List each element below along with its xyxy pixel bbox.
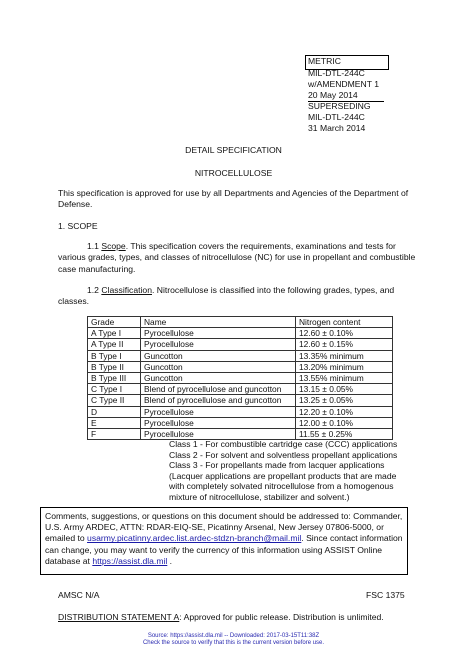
table-row bbox=[88, 406, 393, 417]
class-3: Class 3 - For propellants made from lacquer applications bbox=[169, 460, 385, 471]
table-cell: B Type II bbox=[88, 361, 141, 372]
table-cell: Pyrocellulose bbox=[141, 429, 296, 440]
table-cell: 12.60 ± 0.15% bbox=[296, 339, 393, 350]
table-cell: F bbox=[88, 429, 141, 440]
comments-box: Comments, suggestions, or questions on this document should be addressed to: Commander, U.S. Army ARDEC, ATTN: RDAR-EIQ-SE, Picatinny Arsenal, New Jersey 07806-5000, or emailed to usarmy.picatinny.ardec.list.ardec-stdzn-branch@mail.mil. Since contact information can change, you may want to verify the currency of this information using ASSIST Online database at https://assist.dla.mil . bbox=[40, 507, 408, 575]
distribution-statement: DISTRIBUTION STATEMENT A: Approved for public release. Distribution is unlimited. bbox=[58, 612, 384, 622]
table-cell: 12.20 ± 0.10% bbox=[296, 406, 393, 417]
table-row bbox=[88, 417, 393, 428]
header-amendment: w/AMENDMENT 1 bbox=[308, 79, 379, 89]
table-cell: Guncotton bbox=[141, 361, 296, 372]
table-cell: C Type II bbox=[88, 395, 141, 406]
table-cell: D bbox=[88, 406, 141, 417]
header-superseded-date: 31 March 2014 bbox=[308, 123, 366, 133]
table-row bbox=[88, 395, 393, 406]
table-cell: Pyrocellulose bbox=[141, 339, 296, 350]
scope-heading: 1. SCOPE bbox=[58, 221, 98, 231]
table-cell: C Type I bbox=[88, 384, 141, 395]
doc-subject: NITROCELLULOSE bbox=[194, 168, 273, 178]
table-header-row bbox=[88, 317, 393, 328]
header-superseded-id: MIL-DTL-244C bbox=[308, 112, 365, 122]
table-row bbox=[88, 373, 393, 384]
table-cell: Guncotton bbox=[141, 373, 296, 384]
table-row bbox=[88, 350, 393, 361]
class-note-line-2: with completely solvated nitrocellulose from a homogenous bbox=[169, 481, 394, 492]
table-cell: Pyrocellulose bbox=[141, 417, 296, 428]
header-date: 20 May 2014 bbox=[308, 90, 384, 102]
class-list bbox=[169, 439, 397, 503]
table-cell: 13.55% minimum bbox=[296, 373, 393, 384]
table-cell: A Type I bbox=[88, 328, 141, 339]
table-header-cell: Name bbox=[141, 317, 296, 328]
table-cell: 13.15 ± 0.05% bbox=[296, 384, 393, 395]
table-cell: B Type III bbox=[88, 373, 141, 384]
table-cell: 12.60 ± 0.10% bbox=[296, 328, 393, 339]
class-note-line-1: (Lacquer applications are propellant products that are made bbox=[169, 470, 397, 481]
class-2: Class 2 - For solvent and solventless propellant applications bbox=[169, 449, 398, 460]
footer-source: Source: https://assist.dla.mil -- Downloaded: 2017-03-15T11:38Z bbox=[147, 633, 320, 639]
header-superseding: SUPERSEDING bbox=[308, 101, 371, 111]
scope-subtitle: Scope bbox=[101, 241, 126, 251]
header-doc-id: MIL-DTL-244C bbox=[308, 68, 365, 78]
table-header-cell: Grade bbox=[88, 317, 141, 328]
email-link[interactable]: usarmy.picatinny.ardec.list.ardec-stdzn-branch@mail.mil bbox=[87, 533, 302, 544]
header-metric: METRIC bbox=[308, 56, 341, 66]
footer-verify: Check the source to verify that this is the current version before use. bbox=[142, 640, 325, 646]
classification-paragraph: 1.2 Classification. Nitrocellulose is classified into the following grades, types, and classes. bbox=[58, 285, 395, 307]
table-cell: Guncotton bbox=[141, 350, 296, 361]
table-cell: 13.35% minimum bbox=[296, 350, 393, 361]
table-cell: 13.25 ± 0.05% bbox=[296, 395, 393, 406]
amsc-label: AMSC N/A bbox=[58, 590, 100, 600]
fsc-label: FSC 1375 bbox=[366, 590, 405, 600]
doc-title: DETAIL SPECIFICATION bbox=[185, 145, 282, 155]
table-row bbox=[88, 339, 393, 350]
table-cell: 12.00 ± 0.10% bbox=[296, 417, 393, 428]
distribution-label: DISTRIBUTION STATEMENT A bbox=[58, 612, 180, 622]
table-cell: A Type II bbox=[88, 339, 141, 350]
table-cell: Blend of pyrocellulose and guncotton bbox=[141, 395, 296, 406]
table-row bbox=[88, 384, 393, 395]
table-row bbox=[88, 328, 393, 339]
scope-paragraph: 1.1 Scope. This specification covers the requirements, examinations and tests for various grades, types, and classes of nitrocellulose (NC) for use in propellant and combustible case manufacturing. bbox=[58, 241, 416, 274]
grade-table bbox=[87, 316, 393, 440]
table-cell: 11.55 ± 0.25% bbox=[296, 429, 393, 440]
class-1: Class 1 - For combustible cartridge case (CCC) applications bbox=[169, 439, 398, 449]
table-cell: B Type I bbox=[88, 350, 141, 361]
table-row bbox=[88, 361, 393, 372]
table-cell: Blend of pyrocellulose and guncotton bbox=[141, 384, 296, 395]
approval-statement: This specification is approved for use by all Departments and Agencies of the Department of Defense. bbox=[58, 188, 409, 210]
table-cell: 13.20% minimum bbox=[296, 361, 393, 372]
assist-link[interactable]: https://assist.dla.mil bbox=[92, 555, 168, 566]
class-note-line-3: mixture of nitrocellulose, stabilizer and solvent.) bbox=[169, 491, 350, 502]
classification-subtitle: Classification bbox=[101, 285, 152, 295]
table-cell: Pyrocellulose bbox=[141, 406, 296, 417]
table-header-cell: Nitrogen content bbox=[296, 317, 393, 328]
table-cell: E bbox=[88, 417, 141, 428]
table-cell: Pyrocellulose bbox=[141, 328, 296, 339]
